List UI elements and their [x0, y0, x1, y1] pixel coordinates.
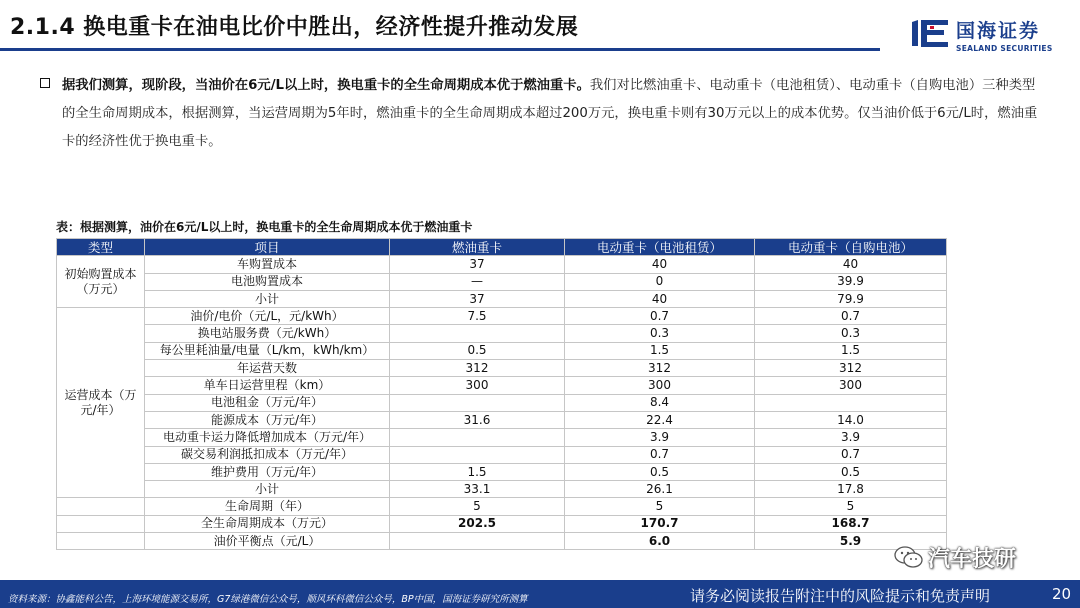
fuel-value-cell: 1.5 [390, 463, 565, 480]
table-row [57, 290, 947, 307]
item-cell: 生命周期（年） [145, 498, 390, 515]
table-row [57, 377, 947, 394]
fuel-value-cell [390, 394, 565, 411]
ev-rental-value-cell: 0.3 [565, 325, 755, 342]
fuel-value-cell: 300 [390, 377, 565, 394]
table-row [57, 463, 947, 480]
disclaimer: 请务必阅读报告附注中的风险提示和免责声明 [690, 587, 991, 605]
fuel-value-cell: 37 [390, 290, 565, 307]
fuel-value-cell: 31.6 [390, 411, 565, 428]
ev-owned-value-cell: 312 [755, 360, 947, 377]
table-row [57, 360, 947, 377]
header-fuel-truck: 燃油重卡 [390, 239, 565, 256]
item-cell: 年运营天数 [145, 360, 390, 377]
page-number: 20 [1052, 585, 1072, 603]
table-row [57, 256, 947, 273]
summary-paragraph [62, 72, 1047, 156]
ev-owned-value-cell: 168.7 [755, 515, 947, 532]
ev-owned-value-cell: 17.8 [755, 481, 947, 498]
ev-rental-value-cell: 1.5 [565, 342, 755, 359]
ev-rental-value-cell: 40 [565, 290, 755, 307]
ev-owned-value-cell: 0.7 [755, 308, 947, 325]
fuel-value-cell: 0.5 [390, 342, 565, 359]
source-note: 资料来源：协鑫能科公告，上海环境能源交易所，G7绿港微信公众号，顺风环科微信公众号，BP中国，国海证券研究所测算 [8, 594, 528, 605]
ev-rental-value-cell: 3.9 [565, 429, 755, 446]
fuel-value-cell [390, 325, 565, 342]
header-type: 类型 [57, 239, 145, 256]
ev-rental-value-cell: 0.7 [565, 446, 755, 463]
table-row [57, 429, 947, 446]
fuel-value-cell: 33.1 [390, 481, 565, 498]
ev-owned-value-cell [755, 394, 947, 411]
logo-chinese-name: 国海证券 [956, 20, 1041, 42]
fuel-value-cell: 37 [390, 256, 565, 273]
header-ev-owned: 电动重卡（自购电池） [755, 239, 947, 256]
item-cell: 电池租金（万元/年） [145, 394, 390, 411]
table-caption: 表：根据测算，油价在6元/L以上时，换电重卡的全生命周期成本优于燃油重卡 [56, 220, 473, 234]
item-cell: 小计 [145, 481, 390, 498]
table-row [57, 481, 947, 498]
table-row [57, 308, 947, 325]
table-row [57, 515, 947, 532]
header-ev-rental: 电动重卡（电池租赁） [565, 239, 755, 256]
ev-rental-value-cell: 22.4 [565, 411, 755, 428]
fuel-value-cell: 312 [390, 360, 565, 377]
ev-rental-value-cell: 40 [565, 256, 755, 273]
item-cell: 车购置成本 [145, 256, 390, 273]
table-row [57, 394, 947, 411]
ev-rental-value-cell: 8.4 [565, 394, 755, 411]
ev-owned-value-cell: 3.9 [755, 429, 947, 446]
ev-owned-value-cell: 5.9 [755, 533, 947, 550]
fuel-value-cell [390, 429, 565, 446]
table-row [57, 411, 947, 428]
item-cell: 全生命周期成本（万元） [145, 515, 390, 532]
fuel-value-cell [390, 533, 565, 550]
item-cell: 碳交易利润抵扣成本（万元/年） [145, 446, 390, 463]
ev-owned-value-cell: 14.0 [755, 411, 947, 428]
ev-rental-value-cell: 0.5 [565, 463, 755, 480]
table-row [57, 273, 947, 290]
fuel-value-cell: 5 [390, 498, 565, 515]
ev-rental-value-cell: 26.1 [565, 481, 755, 498]
ev-rental-value-cell: 0 [565, 273, 755, 290]
item-cell: 小计 [145, 290, 390, 307]
cost-table [56, 238, 947, 550]
item-cell: 能源成本（万元/年） [145, 411, 390, 428]
ev-rental-value-cell: 312 [565, 360, 755, 377]
ev-rental-value-cell: 6.0 [565, 533, 755, 550]
table-row [57, 498, 947, 515]
watermark-text: 汽车技研 [928, 546, 1017, 572]
item-cell: 油价/电价（元/L，元/kWh） [145, 308, 390, 325]
ev-owned-value-cell: 5 [755, 498, 947, 515]
table-body [57, 256, 947, 550]
sealand-logo-icon [910, 16, 950, 50]
ev-owned-value-cell: 40 [755, 256, 947, 273]
watermark [894, 540, 1016, 574]
item-cell: 每公里耗油量/电量（L/km，kWh/km） [145, 342, 390, 359]
summary-bold: 据我们测算，现阶段，当油价在6元/L以上时，换电重卡的全生命周期成本优于燃油重卡。 [62, 78, 590, 93]
page-title: 2.1.4 换电重卡在油电比价中胜出，经济性提升推动发展 [10, 15, 579, 40]
bullet-square-icon [40, 78, 50, 88]
group-label-empty [57, 533, 145, 550]
ev-owned-value-cell: 300 [755, 377, 947, 394]
summary-text: 我们对比燃油重卡、电动重卡（电池租赁）、电动重卡（自购电池）三种类型的全生命周期成本，根据测算，当运营周期为5年时，燃油重卡的全生命周期成本超过200万元，换电重卡则有30万元以上的成本优势。仅当油价低于6元/L时，燃油重卡的经济性优于换电重卡。 [62, 78, 1038, 149]
item-cell: 单车日运营里程（km） [145, 377, 390, 394]
ev-rental-value-cell: 170.7 [565, 515, 755, 532]
table-row [57, 342, 947, 359]
ev-owned-value-cell: 0.7 [755, 446, 947, 463]
ev-owned-value-cell: 0.3 [755, 325, 947, 342]
company-logo [910, 14, 1070, 58]
table-header-row [57, 239, 947, 256]
item-cell: 电池购置成本 [145, 273, 390, 290]
group-label-empty [57, 498, 145, 515]
ev-owned-value-cell: 0.5 [755, 463, 947, 480]
item-cell: 换电站服务费（元/kWh） [145, 325, 390, 342]
ev-owned-value-cell: 39.9 [755, 273, 947, 290]
ev-rental-value-cell: 300 [565, 377, 755, 394]
group-label-operating: 运营成本（万元/年） [57, 308, 145, 498]
group-label-purchase: 初始购置成本（万元） [57, 256, 145, 308]
fuel-value-cell [390, 446, 565, 463]
fuel-value-cell: 202.5 [390, 515, 565, 532]
table-row [57, 446, 947, 463]
table-row [57, 325, 947, 342]
header-item: 项目 [145, 239, 390, 256]
ev-rental-value-cell: 5 [565, 498, 755, 515]
group-label-empty [57, 515, 145, 532]
fuel-value-cell: — [390, 273, 565, 290]
ev-owned-value-cell: 79.9 [755, 290, 947, 307]
logo-english-name: SEALAND SECURITIES [956, 44, 1053, 53]
table-row [57, 533, 947, 550]
wechat-icon [894, 544, 924, 570]
ev-rental-value-cell: 0.7 [565, 308, 755, 325]
ev-owned-value-cell: 1.5 [755, 342, 947, 359]
fuel-value-cell: 7.5 [390, 308, 565, 325]
title-underline [0, 48, 880, 51]
item-cell: 油价平衡点（元/L） [145, 533, 390, 550]
item-cell: 电动重卡运力降低增加成本（万元/年） [145, 429, 390, 446]
item-cell: 维护费用（万元/年） [145, 463, 390, 480]
